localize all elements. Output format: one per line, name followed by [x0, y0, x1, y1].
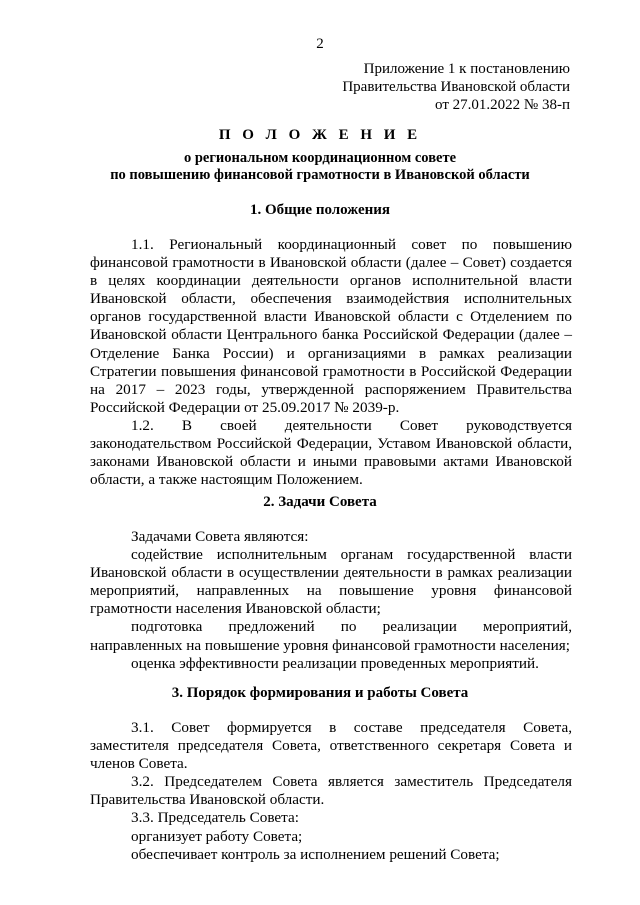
annex-line-3: от 27.01.2022 № 38-п	[435, 97, 570, 113]
section-1-heading: 1. Общие положения	[249, 202, 391, 218]
paragraph-3-3-item-2: обеспечивает контроль за исполнением решений Совета;	[131, 845, 500, 863]
paragraph-1-2: 1.2. В своей деятельности Совет руководствуется законодательством Российской Федерации, Уставом Ивановской области, законами Ивановской области и иными правовыми актами Ивановской области, а также настоящим Положением.	[90, 416, 572, 489]
section-3-body	[90, 719, 572, 864]
paragraph-2-task-2: подготовка предложений по реализации мероприятий, направленных на повышение уровня финансовой грамотности населения;	[90, 618, 572, 654]
section-1-body	[90, 236, 572, 489]
paragraph-2-intro: Задачами Совета являются:	[131, 528, 309, 545]
paragraph-3-3: 3.3. Председатель Совета:	[131, 809, 299, 827]
document-title: П О Л О Ж Е Н И Е	[218, 127, 422, 143]
annex-line-1: Приложение 1 к постановлению	[363, 61, 570, 77]
annex-header	[342, 60, 570, 114]
section-2-body	[90, 528, 572, 673]
paragraph-3-3-item-1: организует работу Совета;	[131, 827, 303, 845]
subtitle-line-1: о региональном координационном совете	[183, 150, 457, 166]
document-subtitle	[0, 150, 640, 184]
section-3-heading: 3. Порядок формирования и работы Совета	[171, 685, 469, 701]
paragraph-3-2: 3.2. Председателем Совета является заместитель Председателя Правительства Ивановской области.	[90, 773, 572, 809]
paragraph-2-task-1: содействие исполнительным органам государственной власти Ивановской области в осуществлении деятельности в рамках реализации мероприятий, направленных на повышение уровня финансовой грамотности населения Ивановской области;	[90, 546, 572, 618]
paragraph-2-task-3: оценка эффективности реализации проведенных мероприятий.	[131, 654, 539, 672]
annex-line-2: Правительства Ивановской области	[342, 79, 570, 95]
subtitle-line-2: по повышению финансовой грамотности в Ивановской области	[110, 167, 530, 183]
paragraph-1-1: 1.1. Региональный координационный совет по повышению финансовой грамотности в Ивановской области (далее – Совет) создается в целях координации деятельности органов исполнительной власти Ивановской области, обеспечения взаимодействия исполнительных органов государственной власти Ивановской области с Отделением по Ивановской области Центрального банка Российской Федерации (далее – Отделение Банка России) и организациями в рамках реализации Стратегии повышения финансовой грамотности в Российской Федерации на 2017 – 2023 годы, утвержденной распоряжением Правительства Российской Федерации от 25.09.2017 № 2039-р.	[90, 236, 572, 416]
paragraph-3-1: 3.1. Совет формируется в составе председателя Совета, заместителя председателя Совета, ответственного секретаря Совета и членов Совета.	[90, 719, 572, 773]
page-number: 2	[316, 36, 324, 52]
section-2-heading: 2. Задачи Совета	[263, 494, 377, 510]
